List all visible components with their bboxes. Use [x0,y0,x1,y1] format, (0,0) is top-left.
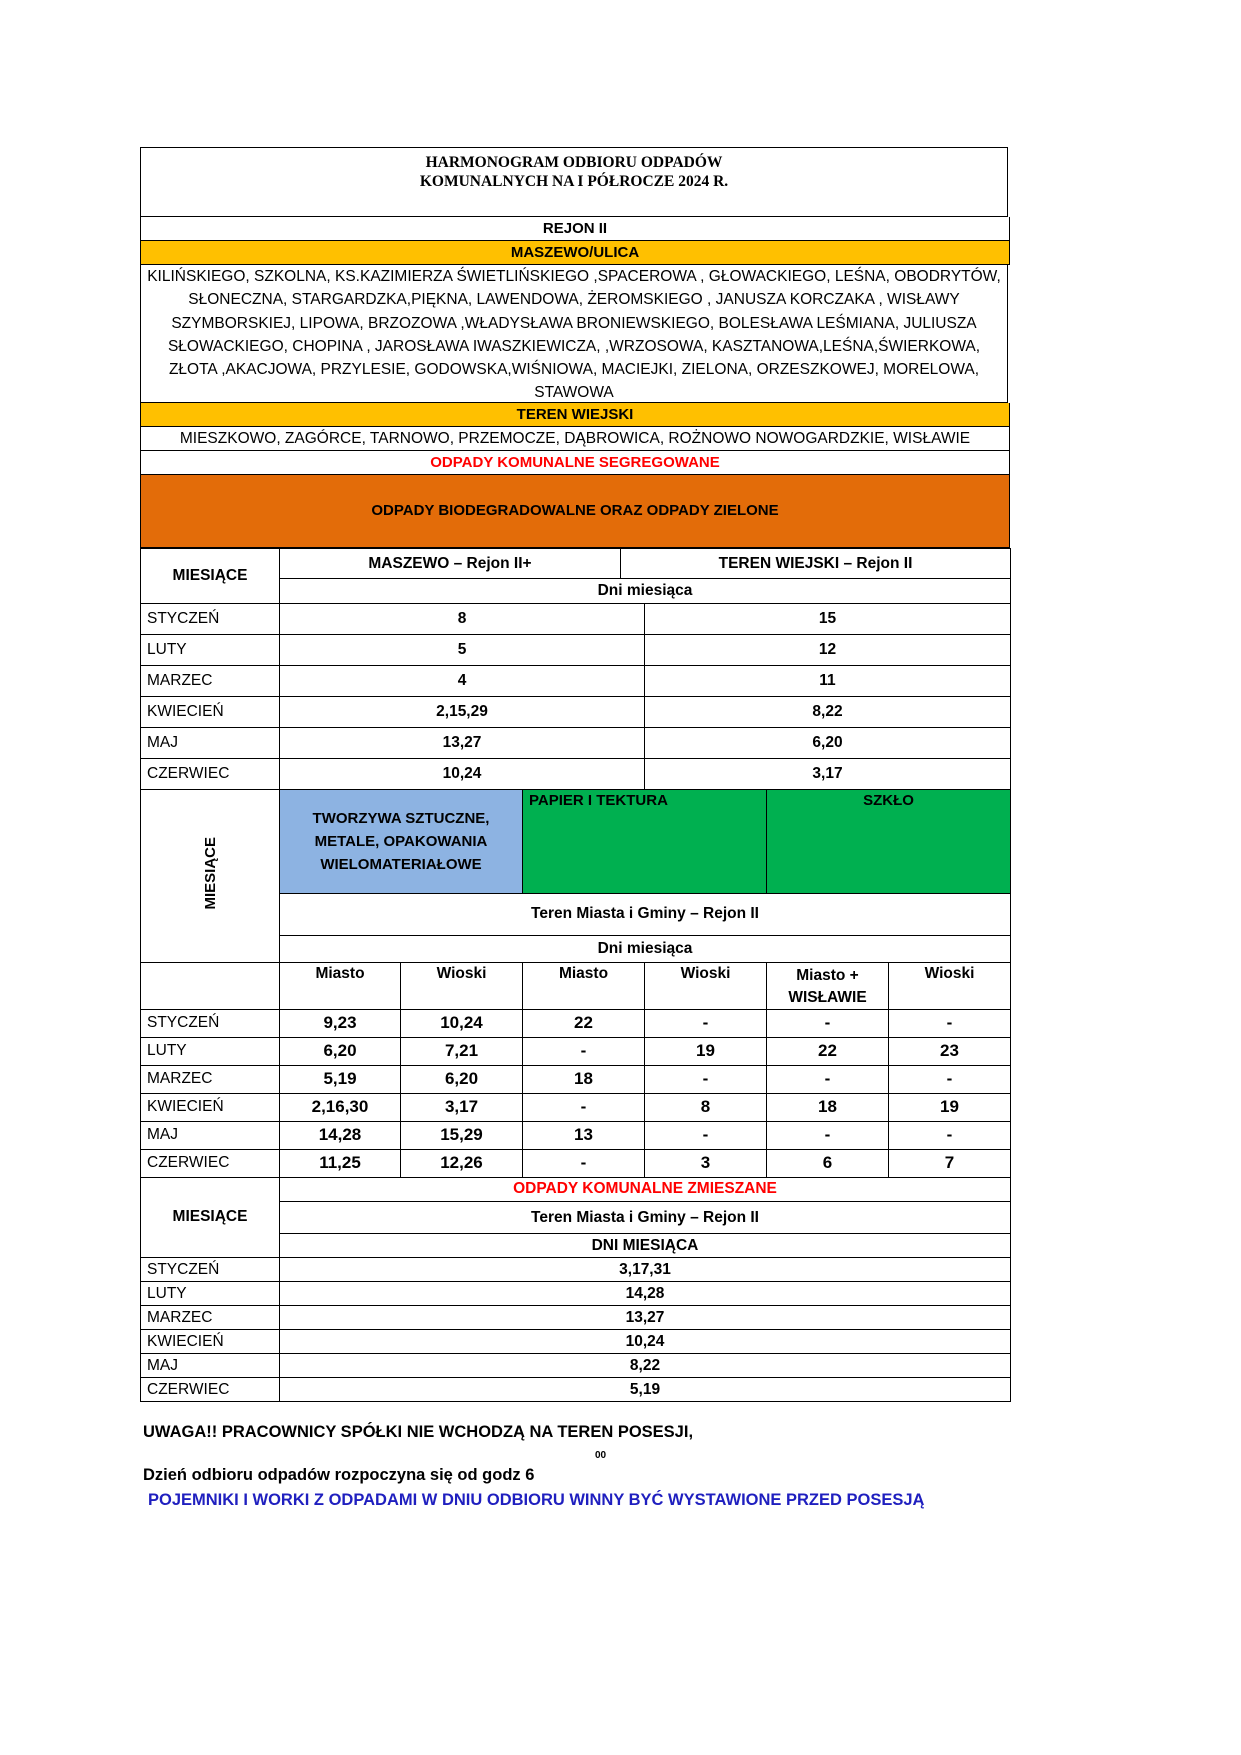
city-streets-list: KILIŃSKIEGO, SZKOLNA, KS.KAZIMIERZA ŚWIETLIŃSKIEGO ,SPACEROWA , GŁOWACKIEGO, LEŚNA, OBODRYTÓW, SŁONECZNA, STARGARDZKA,PIĘKNA, LAWENDOWA, ŻEROMSKIEGO , JANUSZA KORCZAKA , WISŁAWY SZYMBORSKIEJ, LIPOWA, BRZOZOWA ,WŁADYSŁAWA BRONIEWSKIEGO, BOLESŁAWA LEŚMIANA, JULIUSZA SŁOWACKIEGO, CHOPINA , JAROSŁAWA IWASZKIEWICZA, ,WRZOSOWA, KASZTANOWA,LEŚNA,ŚWIERKOWA, ZŁOTA ,AKACJOWA, PRZYLESIE, GODOWSKA,WIŚNIOWA, MACIEJKI, ZIELONA, ORZESZKOWEJ, MORELOWA, STAWOWA [140,265,1008,403]
recycling-empty-header [141,962,280,1009]
bio-rural-days: 15 [645,604,1011,635]
warning-note: UWAGA!! PRACOWNICY SPÓŁKI NIE WCHODZĄ NA TEREN POSESJI, [143,1423,694,1441]
recycling-months-header [141,790,280,962]
glass-city-header: Miasto + WISŁAWIE [767,962,889,1009]
recycling-cell: 6 [767,1149,889,1177]
recycling-row-month: CZERWIEC [141,1149,280,1177]
recycling-months-vertical-label: MIESIĄCE [201,836,219,910]
bio-city-col-label: MASZEWO – Rejon II+ [280,549,621,578]
mixed-days: 10,24 [280,1330,1011,1354]
mixed-waste-label: ODPADY KOMUNALNE ZMIESZANE [280,1178,1011,1202]
recycling-cell: 3 [645,1149,767,1177]
recycling-cell: - [767,1009,889,1037]
mixed-schedule-table [140,1178,1011,1403]
recycling-cell: 23 [889,1037,1011,1065]
recycling-cell: - [889,1065,1011,1093]
bio-row-month: MARZEC [141,666,280,697]
region-label: REJON II [140,217,1010,241]
start-time-text: Dzień odbioru odpadów rozpoczyna się od godz 6 [143,1466,535,1484]
bins-placement-note: POJEMNIKI I WORKI Z ODPADAMI W DNIU ODBIORU WINNY BYĆ WYSTAWIONE PRZED POSESJĄ [148,1491,925,1509]
bio-schedule-table [140,548,1011,790]
recycling-cell: - [889,1009,1011,1037]
mixed-row-month: LUTY [141,1282,280,1306]
bio-city-days: 10,24 [280,759,645,790]
bio-rural-days: 12 [645,635,1011,666]
recycling-cell: 11,25 [280,1149,401,1177]
recycling-row-month: MAJ [141,1121,280,1149]
notes-section [143,1423,1083,1510]
recycling-cell: - [767,1121,889,1149]
recycling-cell: - [523,1149,645,1177]
bio-city-days: 5 [280,635,645,666]
recycling-cell: - [645,1121,767,1149]
recycling-cell: 5,19 [280,1065,401,1093]
title-line-2: KOMUNALNYCH NA I PÓŁROCZE 2024 R. [419,173,729,190]
bio-city-header [280,549,1011,579]
glass-header: SZKŁO [767,790,1011,893]
plastics-metals-header: TWORZYWA SZTUCZNE, METALE, OPAKOWANIA WIELOMATERIAŁOWE [280,790,523,893]
paper-city-header: Miasto [523,962,645,1009]
recycling-cell: - [889,1121,1011,1149]
recycling-cell: - [767,1065,889,1093]
bio-row-month: CZERWIEC [141,759,280,790]
bio-rural-days: 8,22 [645,697,1011,728]
recycling-cell: 8 [645,1093,767,1121]
recycling-area-label: Teren Miasta i Gminy – Rejon II [280,893,1011,935]
document-title [140,147,1008,217]
mixed-row-month: MAJ [141,1354,280,1378]
rural-area-header: TEREN WIEJSKI [140,403,1010,427]
recycling-cell: - [523,1037,645,1065]
recycling-row-month: LUTY [141,1037,280,1065]
recycling-cell: 22 [523,1009,645,1037]
mixed-row-month: STYCZEŃ [141,1258,280,1282]
recycling-cell: 15,29 [401,1121,523,1149]
recycling-cell: 7,21 [401,1037,523,1065]
recycling-cell: 14,28 [280,1121,401,1149]
recycling-cell: - [523,1093,645,1121]
bio-city-days: 8 [280,604,645,635]
mixed-days: 3,17,31 [280,1258,1011,1282]
recycling-cell: - [645,1065,767,1093]
mixed-row-month: KWIECIEŃ [141,1330,280,1354]
recycling-row-month: STYCZEŃ [141,1009,280,1037]
recycling-row-month: MARZEC [141,1065,280,1093]
recycling-cell: 12,26 [401,1149,523,1177]
bio-days-label: Dni miesiąca [280,579,1011,604]
plastics-city-header: Miasto [280,962,401,1009]
bio-row-month: LUTY [141,635,280,666]
paper-villages-header: Wioski [645,962,767,1009]
recycling-cell: 3,17 [401,1093,523,1121]
recycling-schedule-table [140,790,1011,1178]
recycling-cell: 19 [889,1093,1011,1121]
recycling-cell: 10,24 [401,1009,523,1037]
recycling-cell: 6,20 [401,1065,523,1093]
mixed-days: 14,28 [280,1282,1011,1306]
mixed-row-month: MARZEC [141,1306,280,1330]
mixed-days: 13,27 [280,1306,1011,1330]
recycling-days-label: Dni miesiąca [280,935,1011,962]
mixed-row-month: CZERWIEC [141,1378,280,1402]
bio-rural-days: 3,17 [645,759,1011,790]
segregated-waste-label: ODPADY KOMUNALNE SEGREGOWANE [140,451,1010,475]
bio-waste-header: ODPADY BIODEGRADOWALNE ORAZ ODPADY ZIELONE [140,475,1010,548]
bio-city-days: 2,15,29 [280,697,645,728]
mixed-days: 5,19 [280,1378,1011,1402]
bio-row-month: STYCZEŃ [141,604,280,635]
mixed-days: 8,22 [280,1354,1011,1378]
bio-row-month: MAJ [141,728,280,759]
recycling-cell: 6,20 [280,1037,401,1065]
plastics-villages-header: Wioski [401,962,523,1009]
mixed-days-label: DNI MIESIĄCA [280,1234,1011,1258]
start-time-superscript: 00 [595,1450,607,1461]
city-streets-header: MASZEWO/ULICA [140,241,1010,265]
recycling-cell: 13 [523,1121,645,1149]
schedule-document [140,147,1010,1402]
mixed-months-header: MIESIĄCE [141,1178,280,1258]
rural-villages-list: MIESZKOWO, ZAGÓRCE, TARNOWO, PRZEMOCZE, DĄBROWICA, ROŻNOWO NOWOGARDZKIE, WISŁAWIE [140,427,1010,451]
title-line-1: HARMONOGRAM ODBIORU ODPADÓW [425,154,723,171]
recycling-cell: - [645,1009,767,1037]
recycling-cell: 7 [889,1149,1011,1177]
recycling-cell: 2,16,30 [280,1093,401,1121]
mixed-area-label: Teren Miasta i Gminy – Rejon II [280,1202,1011,1234]
bio-row-month: KWIECIEŃ [141,697,280,728]
recycling-cell: 18 [767,1093,889,1121]
recycling-cell: 22 [767,1037,889,1065]
bio-months-header: MIESIĄCE [141,549,280,604]
glass-villages-header: Wioski [889,962,1011,1009]
bio-rural-col-label: TEREN WIEJSKI – Rejon II [718,555,913,572]
recycling-cell: 18 [523,1065,645,1093]
bio-rural-days: 11 [645,666,1011,697]
recycling-cell: 9,23 [280,1009,401,1037]
recycling-row-month: KWIECIEŃ [141,1093,280,1121]
paper-header: PAPIER I TEKTURA [523,790,767,893]
bio-city-days: 4 [280,666,645,697]
recycling-cell: 19 [645,1037,767,1065]
bio-city-days: 13,27 [280,728,645,759]
bio-rural-days: 6,20 [645,728,1011,759]
start-time-note [143,1450,1083,1485]
